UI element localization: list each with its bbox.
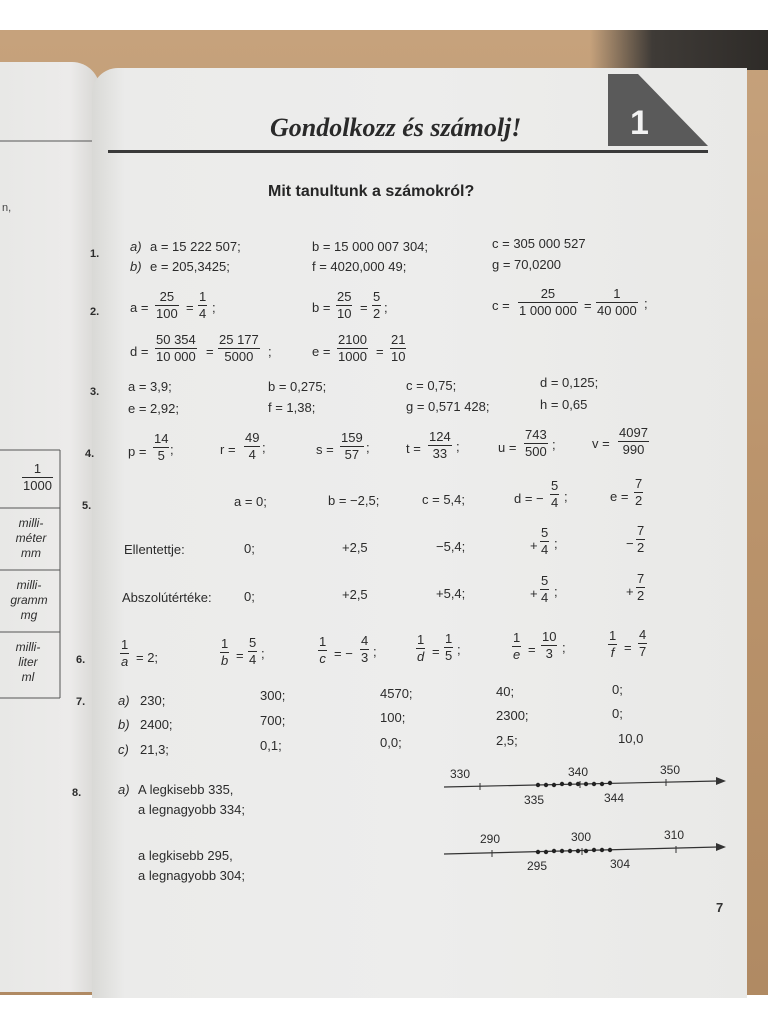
ex5-e-prefix: e = bbox=[610, 489, 629, 504]
ex2-d-semicolon: ; bbox=[268, 344, 272, 359]
ex6-6-frac: 1 f bbox=[609, 628, 617, 660]
ex4-p-semicolon: ; bbox=[170, 442, 174, 457]
ex4-number: 4. bbox=[85, 448, 95, 460]
ex2-b-semicolon: ; bbox=[384, 300, 388, 315]
nl2-tick-300: 300 bbox=[571, 830, 592, 844]
ex2-d-eq: = bbox=[206, 344, 214, 359]
ex5-opposite-label: Ellentettje: bbox=[124, 542, 185, 557]
header-rule bbox=[108, 150, 608, 153]
ex6-4-semicolon: ; bbox=[457, 642, 461, 657]
ex7-c-1: 21,3; bbox=[140, 742, 169, 757]
ex4-t-prefix: t = bbox=[406, 441, 421, 456]
ex2-a-prefix: a = bbox=[130, 300, 149, 315]
nl2-label-295: 295 bbox=[527, 859, 548, 873]
ex7-a-label: a) bbox=[118, 693, 130, 708]
ex5-abs-4-sign: + bbox=[530, 586, 538, 601]
ex2-b-eq: = bbox=[360, 300, 368, 315]
ex2-a-semicolon: ; bbox=[212, 300, 216, 315]
ex8-line-1: A legkisebb 335, bbox=[138, 782, 234, 797]
number-line-1 bbox=[440, 762, 730, 812]
ex4-p-frac: 14 5 bbox=[154, 431, 169, 463]
ex2-a-frac1: 25 100 bbox=[156, 289, 178, 321]
ex4-s-prefix: s = bbox=[316, 442, 334, 457]
ex1-g: g = 70,0200 bbox=[492, 257, 562, 272]
ex2-d-prefix: d = bbox=[130, 344, 149, 359]
ex6-2-rfrac: 5 4 bbox=[249, 635, 257, 667]
left-edge-text: n, bbox=[2, 202, 12, 214]
nl2-tick-290: 290 bbox=[480, 832, 501, 846]
nl1-tick-340: 340 bbox=[568, 765, 589, 779]
ex5-abs-4-semicolon: ; bbox=[554, 584, 558, 599]
ex4-u-prefix: u = bbox=[498, 440, 517, 455]
ex6-number: 6. bbox=[76, 654, 86, 666]
ex4-s-frac: 159 57 bbox=[341, 430, 363, 462]
ex6-4-eq: = bbox=[432, 644, 440, 659]
section-subtitle: Mit tanultunk a számokról? bbox=[268, 183, 475, 200]
ex4-s-semicolon: ; bbox=[366, 440, 370, 455]
ex5-abs-4-frac: 5 4 bbox=[541, 573, 549, 605]
ex5-abs-5-frac: 7 2 bbox=[637, 571, 645, 603]
ex5-c: c = 5,4; bbox=[422, 492, 465, 507]
ex5-opp-5-frac: 7 2 bbox=[637, 523, 645, 555]
ex7-b-label: b) bbox=[118, 717, 130, 732]
ex4-u-frac: 743 500 bbox=[525, 427, 547, 459]
ex7-c-3: 0,0; bbox=[380, 735, 402, 750]
nl1-tick-330: 330 bbox=[450, 767, 471, 781]
ex2-a-frac2: 1 4 bbox=[199, 289, 207, 321]
nl1-tick-350: 350 bbox=[660, 763, 681, 777]
ex7-b-4: 2300; bbox=[496, 708, 529, 723]
ex6-3-frac: 1 c bbox=[319, 634, 327, 666]
ex4-r-prefix: r = bbox=[220, 442, 236, 457]
ex7-a-2: 300; bbox=[260, 688, 286, 703]
ex5-absolute-label: Abszolútértéke: bbox=[122, 590, 212, 605]
ex1-number: 1. bbox=[90, 248, 100, 260]
ex7-b-2: 700; bbox=[260, 713, 286, 728]
ex2-d-frac1: 50 354 10 000 bbox=[156, 332, 196, 364]
ex5-opp-4-semicolon: ; bbox=[554, 536, 558, 551]
ex4-t-semicolon: ; bbox=[456, 439, 460, 454]
ex6-1-result: = 2; bbox=[136, 650, 159, 665]
ex7-c-label: c) bbox=[118, 742, 129, 757]
ex2-e-eq: = bbox=[376, 344, 384, 359]
ex8-number: 8. bbox=[72, 787, 82, 799]
ex2-c-frac2: 1 40 000 bbox=[597, 286, 637, 318]
ex5-d-frac: 5 4 bbox=[551, 478, 559, 510]
ex5-opp-3: −5,4; bbox=[436, 539, 466, 554]
left-fraction: 1 1000 bbox=[23, 461, 52, 493]
ex8-line-4: a legnagyobb 304; bbox=[138, 868, 245, 883]
ex5-a: a = 0; bbox=[234, 494, 267, 509]
ex1-a: a = 15 222 507; bbox=[150, 239, 241, 254]
ex7-b-5: 0; bbox=[612, 706, 623, 721]
ex2-b-frac1: 25 10 bbox=[337, 289, 352, 321]
ex5-b: b = −2,5; bbox=[328, 493, 380, 508]
ex4-r-semicolon: ; bbox=[262, 440, 266, 455]
page-number: 7 bbox=[716, 900, 724, 915]
ex5-opp-2: +2,5 bbox=[342, 540, 368, 555]
ex2-a-eq: = bbox=[186, 300, 194, 315]
ex4-u-semicolon: ; bbox=[552, 437, 556, 452]
ex5-abs-1: 0; bbox=[244, 589, 255, 604]
left-unit-ml: milli- liter ml bbox=[15, 640, 41, 684]
ex4-r-frac: 49 4 bbox=[245, 430, 260, 462]
chapter-tab bbox=[608, 74, 708, 152]
number-line-2 bbox=[440, 826, 730, 876]
ex3-g: g = 0,571 428; bbox=[406, 399, 490, 414]
ex6-2-eq: = bbox=[236, 648, 244, 663]
ex2-c-semicolon: ; bbox=[644, 296, 648, 311]
ex1-f: f = 4020,000 49; bbox=[312, 259, 407, 274]
ex6-3-rfrac: 4 3 bbox=[361, 633, 369, 665]
ex8-a-label: a) bbox=[118, 782, 130, 797]
ex8-line-3: a legkisebb 295, bbox=[138, 848, 233, 863]
ex7-a-1: 230; bbox=[140, 693, 166, 708]
ex5-opp-4-frac: 5 4 bbox=[541, 525, 549, 557]
ex1-c: c = 305 000 527 bbox=[492, 236, 586, 251]
ex2-d-frac2: 25 177 5000 bbox=[219, 332, 259, 364]
ex6-5-eq: = bbox=[528, 642, 536, 657]
ex3-d: d = 0,125; bbox=[540, 375, 599, 390]
ex2-e-frac1: 2100 1000 bbox=[338, 332, 367, 364]
ex3-a: a = 3,9; bbox=[128, 379, 172, 394]
ex6-2-semicolon: ; bbox=[261, 646, 265, 661]
ex4-v-prefix: v = bbox=[592, 436, 610, 451]
dark-object-edge bbox=[590, 30, 768, 70]
nl1-label-344: 344 bbox=[604, 791, 625, 805]
ex7-a-5: 0; bbox=[612, 682, 623, 697]
ex3-e: e = 2,92; bbox=[128, 401, 179, 416]
ex2-c-prefix: c = bbox=[492, 298, 510, 313]
ex3-c: c = 0,75; bbox=[406, 378, 457, 393]
ex8-line-2: a legnagyobb 334; bbox=[138, 802, 245, 817]
ex6-4-frac: 1 d bbox=[417, 632, 425, 664]
ex5-opp-5-sign: − bbox=[626, 536, 634, 551]
ex4-t-frac: 124 33 bbox=[429, 429, 451, 461]
ex5-e-frac: 7 2 bbox=[635, 476, 643, 508]
nl2-tick-310: 310 bbox=[664, 828, 685, 842]
ex7-number: 7. bbox=[76, 696, 86, 708]
ex6-4-rfrac: 1 5 bbox=[445, 631, 453, 663]
ex5-abs-3: +5,4; bbox=[436, 586, 466, 601]
ex6-5-frac: 1 e bbox=[513, 630, 521, 662]
ex3-number: 3. bbox=[90, 386, 100, 398]
ex2-b-prefix: b = bbox=[312, 300, 331, 315]
ex5-abs-5-sign: + bbox=[626, 584, 634, 599]
page-title: Gondolkozz és számolj! bbox=[270, 113, 522, 142]
ex6-5-rfrac: 10 3 bbox=[542, 629, 557, 661]
left-unit-mg: milli- gramm mg bbox=[10, 578, 48, 622]
ex7-c-5: 10,0 bbox=[618, 731, 644, 746]
ex6-1-frac: 1 a bbox=[121, 637, 129, 669]
ex2-e-prefix: e = bbox=[312, 344, 331, 359]
ex3-h: h = 0,65 bbox=[540, 397, 588, 412]
ex4-v-frac: 4097 990 bbox=[619, 425, 648, 457]
ex5-opp-4-sign: + bbox=[530, 538, 538, 553]
ex1-a-label: a) bbox=[130, 239, 142, 254]
ex1-b: b = 15 000 007 304; bbox=[312, 239, 429, 254]
ex5-d-prefix: d = − bbox=[514, 491, 544, 506]
ex3-b: b = 0,275; bbox=[268, 379, 327, 394]
ex2-c-frac1: 25 1 000 000 bbox=[519, 286, 577, 318]
ex5-abs-2: +2,5 bbox=[342, 587, 368, 602]
ex2-number: 2. bbox=[90, 306, 100, 318]
ex1-b-label: b) bbox=[130, 259, 142, 274]
ex6-2-frac: 1 b bbox=[221, 636, 229, 668]
left-unit-mm: milli- méter mm bbox=[15, 516, 47, 560]
nl2-label-304: 304 bbox=[610, 857, 631, 871]
chapter-number: 1 bbox=[630, 104, 649, 142]
ex7-b-1: 2400; bbox=[140, 717, 173, 732]
ex1-e: e = 205,3425; bbox=[150, 259, 230, 274]
ex2-b-frac2: 5 2 bbox=[373, 289, 381, 321]
ex6-3-eq: = − bbox=[334, 646, 353, 661]
ex7-b-3: 100; bbox=[380, 710, 406, 725]
ex7-a-3: 4570; bbox=[380, 686, 413, 701]
left-page bbox=[0, 62, 100, 992]
ex4-p-prefix: p = bbox=[128, 444, 147, 459]
ex7-c-4: 2,5; bbox=[496, 733, 518, 748]
ex7-a-4: 40; bbox=[496, 684, 515, 699]
ex2-e-frac2: 21 10 bbox=[391, 332, 406, 364]
ex5-opp-1: 0; bbox=[244, 541, 255, 556]
ex6-6-eq: = bbox=[624, 640, 632, 655]
ex6-5-semicolon: ; bbox=[562, 640, 566, 655]
nl1-label-335: 335 bbox=[524, 793, 545, 807]
ex3-f: f = 1,38; bbox=[268, 400, 316, 415]
ex7-c-2: 0,1; bbox=[260, 738, 282, 753]
ex6-6-rfrac: 4 7 bbox=[639, 627, 647, 659]
ex2-c-eq: = bbox=[584, 298, 592, 313]
ex5-d-semicolon: ; bbox=[564, 489, 568, 504]
ex6-3-semicolon: ; bbox=[373, 644, 377, 659]
ex5-number: 5. bbox=[82, 500, 92, 512]
